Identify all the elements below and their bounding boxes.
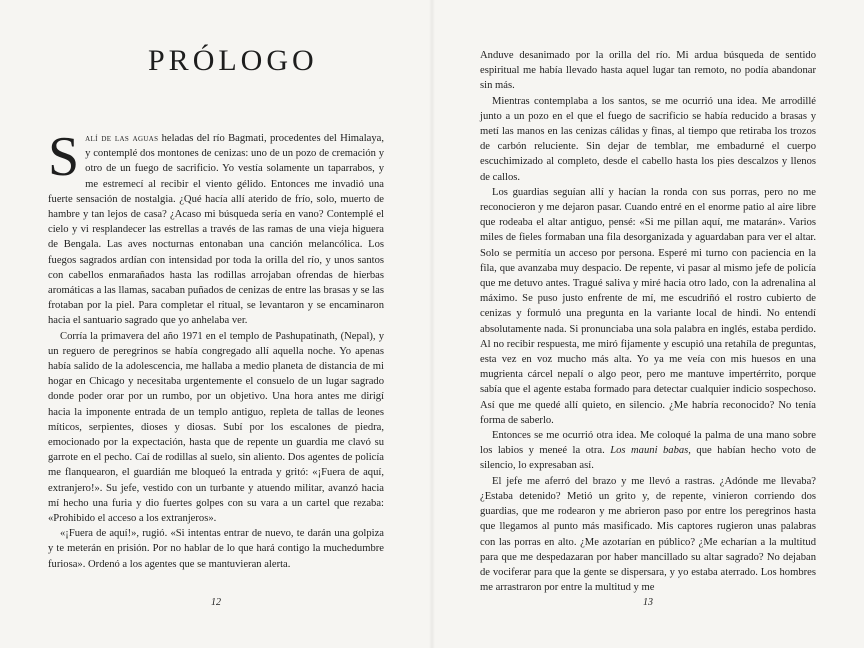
italic-phrase: Los mauni babas <box>610 445 689 457</box>
paragraph: Anduve desanimado por la orilla del río. Mi ardua búsqueda de sentido espiritual me había llevado hasta aquel lugar tan remoto, no podía abandonar sin más. <box>480 50 816 92</box>
page-number: 12 <box>211 597 221 608</box>
paragraph: Corría la primavera del año 1971 en el templo de Pashupatinath, (Nepal), y un reguero de peregrinos se había congregado allí aquella noche. Yo apenas había salido de la adolescencia, me hallaba a medio planeta de distancia de mi hogar en Chicago y necesitaba urgentemente el consuelo de un lugar sagrado donde poder orar por un rumbo, por un objetivo. Una hora antes me dirigí hacia la imponente entrada de un templo antiguo, repleta de tallas de leones míticos, serpientes, dioses y diosas. Subí por los escalones de piedra, emocionado por la expectación, hasta que de repente un guardia me clavó su garrote en el pecho. Caí de rodillas al suelo, sin aliento. Dos agentes de policía me flanquearon, el guardián me bloqueó la entrada y gritó: «¡Fuera de aquí, extranjero!». Su jefe, vestido con un turbante y atuendo militar, avanzó hacia mí hecho una furia y dio fuertes golpes con su vara a un cartel que rezaba: «Prohibido el acceso a los extranjeros». <box>48 330 384 525</box>
paragraph: El jefe me aferró del brazo y me llevó a rastras. ¿Adónde me llevaba? ¿Estaba detenido? Metió un grito y, de repente, vinieron corriendo dos guardias, que me rodearon y me abrieron paso por entre los peregrinos hasta que llegamos al punto más masificado. Mis captores rugieron unas palabras con las porras en alto. ¿Me azotarían en público? ¿Me echarían a la multitud para que me despedazaran por haber mancillado su altar sagrado? No dejaban de vociferar para que la gente se dispersara, y yo estaba aterrado. Los hombres me arrastraron por entre la multitud y me <box>480 475 816 594</box>
right-page <box>432 0 864 648</box>
opening-small-caps: alí de las aguas <box>85 133 159 144</box>
paragraph <box>48 126 385 329</box>
right-page-body <box>480 48 816 595</box>
left-page-body <box>48 126 385 572</box>
paragraph <box>480 428 816 474</box>
drop-cap: S <box>48 126 80 188</box>
paragraph-text: , que habían hecho voto de silencio, lo expresaban así. <box>480 445 816 472</box>
paragraph: «¡Fuera de aquí!», rugió. «Si intentas entrar de nuevo, te darán una golpiza y te meterán en prisión. Por no hablar de lo que hará contigo la muchedumbre furiosa». Ordenó a los agentes que se mantuvieran alerta. <box>48 528 384 570</box>
paragraph: Los guardias seguían allí y hacían la ronda con sus porras, pero no me reconocieron y me dejaron pasar. Cuando entré en el enorme patio al aire libre que rodeaba el altar antiguo, pensé: «Si me pillan aquí, me matarán». Varios miles de fieles formaban una fila desorganizada y aguardaban para ver el altar. Solo se permitía un acceso por persona. Esperé mi turno con paciencia en la fila, que avanzaba muy despacio. De repente, vi pasar al mismo jefe de policía que me detuvo antes. Tragué saliva y miré hacia otro lado, con la adrenalina al máximo. Se puso justo enfrente de mí, me escudriñó el rostro cubierto de cenizas y formuló una pregunta en la variante local de hindi. No entendí absolutamente nada. Si pronunciaba una sola palabra en inglés, estaba perdido. Al no recibir respuesta, me miró fijamente y escupió una retahíla de preguntas, esta vez en voz mucho más alta. Yo ya me veía con mis huesos en una mugrienta cárcel nepalí o algo peor, pero me mantuve impertérrito, porque sabía que el agente estaba formado para detectar cualquier indicio sospechoso. Así que me quedé allí quieto, en silencio. ¿Me habría reconocido? No tenía forma de saberlo. <box>480 186 816 426</box>
page-number: 13 <box>643 597 653 608</box>
paragraph: Mientras contemplaba a los santos, se me ocurrió una idea. Me arrodillé junto a un pozo en el que el fuego de sacrificio se había reducido a brasas y metí las manos en las cenizas cálidas y finas, al tiempo que retiraba los trozos de carbón reluciente. Sin dejar de temblar, me embadurné el cuerpo escuchimizado al completo, desde el cabello hasta los pies descalzos y llenos de callos. <box>480 95 816 183</box>
paragraph-text: heladas del río Bagmati, procedentes del Himalaya, y contemplé dos montones de cenizas: uno de un pozo de cremación y otro de un fuego de sacrificio. Yo vestía solamente un taparrabos, y me estremecí al recibir el viento gélido. Entonces me invadió una fuerte sensación de nostalgia. ¿Qué hacía allí aterido de frío, solo, muerto de hambre y tan lejos de casa? ¿Acaso mi búsqueda sería en vano? Contemplé el cielo y vi resplandecer las estrellas a través de las ramas de una vieja higuera de Bengala. Las aves nocturnas entonaban una canción melancólica. Los fuegos sagrados ardían con intensidad por toda la orilla del río, y unos santos con cabellos enmarañados hasta las rodillas arrojaban ofrendas de hierbas aromáticas a las llamas, sacaban puñados de cenizas de entre las brasas y se las frotaban por la piel. Para completar el ritual, se levantaron y se encaminaron hacia el santuario sagrado que yo anhelaba ver. <box>48 133 385 327</box>
paragraph-text: Entonces se me ocurrió otra idea. Me coloqué la palma de una mano sobre los labios y meneé la otra. <box>480 430 816 457</box>
chapter-title: PRÓLOGO <box>148 44 318 77</box>
